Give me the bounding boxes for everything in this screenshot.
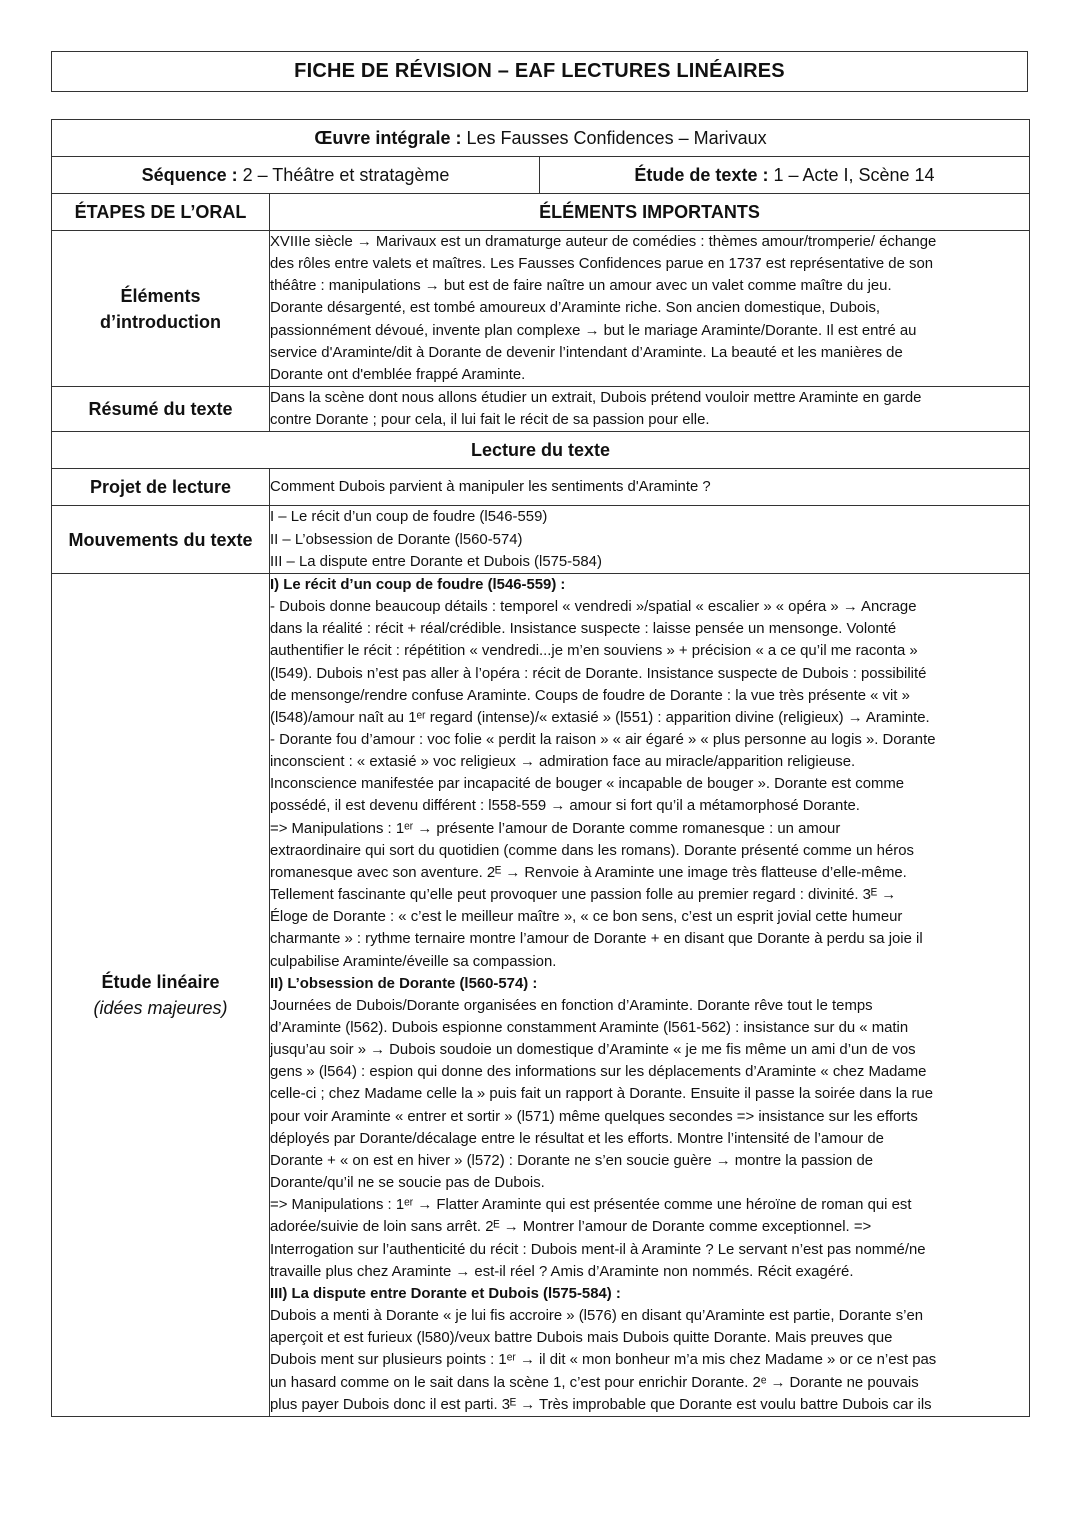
text-line: un hasard comme on le sait dans la scène 1, c’est pour enrichir Dorante. 2ᵉ → Dorante ne pouvais <box>270 1374 919 1391</box>
text-line: passionnément dévoué, invente plan complexe → but le mariage Araminte/Dorante. Il est entré au <box>270 322 917 339</box>
introduction-label-line2: d’introduction <box>100 311 221 332</box>
text-line: Dorante désargenté, est tombé amoureux d’Araminte riche. Son ancien domestique, Dubois, <box>270 300 881 317</box>
mouvements-row <box>52 506 1030 573</box>
text-line: extraordinaire qui sort du quotidien (comme dans les romans). Dorante présenté comme un héros <box>270 842 914 859</box>
text-line: travaille plus chez Araminte → est-il réel ? Amis d’Araminte non nommés. Récit exagéré. <box>270 1263 854 1280</box>
resume-row <box>52 387 1030 432</box>
text-line: celle-ci ; chez Madame celle la » puis fait un rapport à Dorante. Ensuite il passe la soirée dans la rue <box>270 1086 933 1103</box>
text-line: Dubois ment sur plusieurs points : 1ᵉʳ → il dit « mon bonheur m’a mis chez Madame » or ce n’est pas <box>270 1352 937 1369</box>
etude-row <box>52 573 1030 1416</box>
text-line: dans la réalité : récit + réal/crédible. Insistance suspecte : laisse pensée un mensonge. Volonté <box>270 621 897 638</box>
text-line: contre Dorante ; pour cela, il lui fait le récit de sa passion pour elle. <box>270 412 710 429</box>
text-line: (l549). Dubois n’est pas aller à l’opéra : récit de Dorante. Insistance suspecte de Dubois : possibilité <box>270 665 927 682</box>
text-line: XVIIIe siècle → Marivaux est un dramaturge auteur de comédies : thèmes amour/tromperie/ échange <box>270 234 937 250</box>
header-elements: ÉLÉMENTS IMPORTANTS <box>270 194 1030 231</box>
text-line: III) La dispute entre Dorante et Dubois (l575-584) : <box>270 1285 621 1302</box>
text-line: culpabilise Araminte/éveille sa compassion. <box>270 953 557 970</box>
sequence-row <box>52 157 1030 194</box>
mouvements-label: Mouvements du texte <box>52 506 270 573</box>
text-line: service d'Araminte/dit à Dorante de devenir l’intendant d’Araminte. La beauté et les manières de <box>270 344 903 361</box>
introduction-label-line1: Éléments <box>120 285 201 306</box>
oeuvre-label: Œuvre intégrale : <box>314 127 462 148</box>
text-line: gens » (l564) : espion qui donne des informations sur les déplacements d’Araminte « chez Madame <box>270 1064 927 1081</box>
text-line: I) Le récit d’un coup de foudre (l546-559) : <box>270 576 566 593</box>
text-line: plus payer Dubois donc il est parti. 3ᴱ → Très improbable que Dorante est voulu battre Dubois car ils <box>270 1396 932 1413</box>
text-line: III – La dispute entre Dorante et Dubois (l575-584) <box>270 553 602 570</box>
text-line: Inconscience manifestée par incapacité de bouger « incapable de bouger ». Dorante est comme <box>270 776 905 793</box>
sequence-label: Séquence : <box>141 164 238 185</box>
text-line: Dorante ont d'emblée frappé Araminte. <box>270 366 526 383</box>
text-line: romanesque avec son aventure. 2ᴱ → Renvoie à Araminte une image très flatteuse d’elle-même. <box>270 864 907 881</box>
introduction-text <box>270 231 1030 387</box>
resume-text <box>270 387 1030 432</box>
text-line: pour voir Araminte « entrer et sortir » (l571) même quelques secondes => insistance sur les efforts <box>270 1108 918 1125</box>
text-line: II) L’obsession de Dorante (l560-574) : <box>270 975 538 992</box>
etude-label <box>52 573 270 1416</box>
projet-row <box>52 469 1030 506</box>
etude-text <box>270 573 1030 1416</box>
sequence-cell <box>52 157 540 194</box>
text-line: adorée/suivie de loin sans arrêt. 2ᴱ → Montrer l’amour de Dorante comme exceptionnel. => <box>270 1219 872 1236</box>
text-line: de mensonge/rendre confuse Araminte. Coups de foudre de Dorante : la vue très présente « vit » <box>270 687 910 704</box>
oeuvre-cell <box>52 120 1030 157</box>
text-line: Interrogation sur l’authenticité du récit : Dubois ment-il à Araminte ? Le servant n’est pas nommé/ne <box>270 1241 926 1258</box>
text-line: => Manipulations : 1ᵉʳ → Flatter Araminte qui est présentée comme une héroïne de roman qui est <box>270 1197 912 1214</box>
introduction-label <box>52 231 270 387</box>
text-line: Dans la scène dont nous allons étudier un extrait, Dubois prétend vouloir mettre Araminte en garde <box>270 390 922 407</box>
introduction-row <box>52 231 1030 387</box>
text-line: charmante » : rythme ternaire montre l’amour de Dorante + en disant que Dorante à perdu sa joie il <box>270 931 923 948</box>
etude-label-line2: (idées majeures) <box>93 997 228 1018</box>
text-line: II – L’obsession de Dorante (l560-574) <box>270 531 523 548</box>
text-line: Tellement fascinante qu’elle peut provoquer une passion folle au premier regard : divinité. 3ᴱ → <box>270 887 897 904</box>
text-line: jusqu’au soir » → Dubois soudoie un domestique d’Araminte « je me fis même un ami d’un de vos <box>270 1042 916 1059</box>
text-line: Éloge de Dorante : « c’est le meilleur maître », « ce bon sens, c’est un esprit jovial cette humeur <box>270 909 903 926</box>
text-line: déployés par Dorante/décalage entre le résultat et les efforts. Montre l’intensité de l’amour de <box>270 1130 884 1147</box>
header-row <box>52 194 1030 231</box>
oeuvre-value: Les Fausses Confidences – Marivaux <box>461 127 767 148</box>
lecture-row <box>52 432 1030 469</box>
text-line: Dubois a menti à Dorante « je lui fis accroire » (l576) en disant qu’Araminte est partie, Dorante s’en <box>270 1308 924 1325</box>
text-line: d’Araminte (l562). Dubois espionne constamment Araminte (l561-562) : insistance sur du « matin <box>270 1020 909 1036</box>
text-line: - Dubois donne beaucoup détails : temporel « vendredi »/spatial « escalier » « opéra » → Ancrage <box>270 599 917 616</box>
etude-texte-value: 1 – Acte I, Scène 14 <box>768 164 935 185</box>
projet-label: Projet de lecture <box>52 469 270 506</box>
etude-texte-label: Étude de texte : <box>634 164 769 185</box>
sequence-value: 2 – Théâtre et stratagème <box>237 164 450 185</box>
resume-label: Résumé du texte <box>52 387 270 432</box>
text-line: I – Le récit d’un coup de foudre (l546-559) <box>270 509 548 526</box>
etude-label-line1: Étude linéaire <box>101 971 220 992</box>
text-line: des rôles entre valets et maîtres. Les Fausses Confidences parue en 1737 est représentative de son <box>270 256 934 273</box>
text-line: Journées de Dubois/Dorante organisées en fonction d’Araminte. Dorante rêve tout le temps <box>270 997 873 1014</box>
projet-text: Comment Dubois parvient à manipuler les sentiments d'Araminte ? <box>270 469 1030 506</box>
text-line: possédé, il est devenu différent : l558-559 → amour si fort qu’il a métamorphosé Dorante. <box>270 798 860 815</box>
revision-table <box>51 119 1030 1417</box>
text-line: Dorante + « on est en hiver » (l572) : Dorante ne s’en soucie guère → montre la passion de <box>270 1152 874 1169</box>
text-line: => Manipulations : 1ᵉʳ → présente l’amour de Dorante comme romanesque : un amour <box>270 820 841 837</box>
text-line: authentifier le récit : répétition « vendredi...je m’en souviens » + précision « a ce qu’il me raconta » <box>270 643 918 660</box>
text-line: théâtre : manipulations → but est de faire naître un amour avec un valet comme maître du jeu. <box>270 278 892 295</box>
header-etapes: ÉTAPES DE L’ORAL <box>52 194 270 231</box>
page-title: FICHE DE RÉVISION – EAF LECTURES LINÉAIRES <box>51 51 1028 92</box>
text-line: - Dorante fou d’amour : voc folie « perdit la raison » « air égaré » « plus personne au logis ». Dorante <box>270 731 936 748</box>
mouvements-text <box>270 506 1030 573</box>
lecture-header: Lecture du texte <box>52 432 1030 469</box>
text-line: inconscient : « extasié » voc religieux → admiration face au miracle/apparition religieuse. <box>270 754 856 771</box>
text-line: (l548)/amour naît au 1ᵉʳ regard (intense)/« extasié » (l551) : apparition divine (religieux) → Araminte. <box>270 709 930 726</box>
oeuvre-row <box>52 120 1030 157</box>
etude-texte-cell <box>540 157 1030 194</box>
text-line: aperçoit et est furieux (l580)/veux battre Dubois mais Dubois quitte Dorante. Mais preuves que <box>270 1330 893 1347</box>
text-line: Dorante/qu’il ne se soucie pas de Dubois. <box>270 1175 545 1192</box>
